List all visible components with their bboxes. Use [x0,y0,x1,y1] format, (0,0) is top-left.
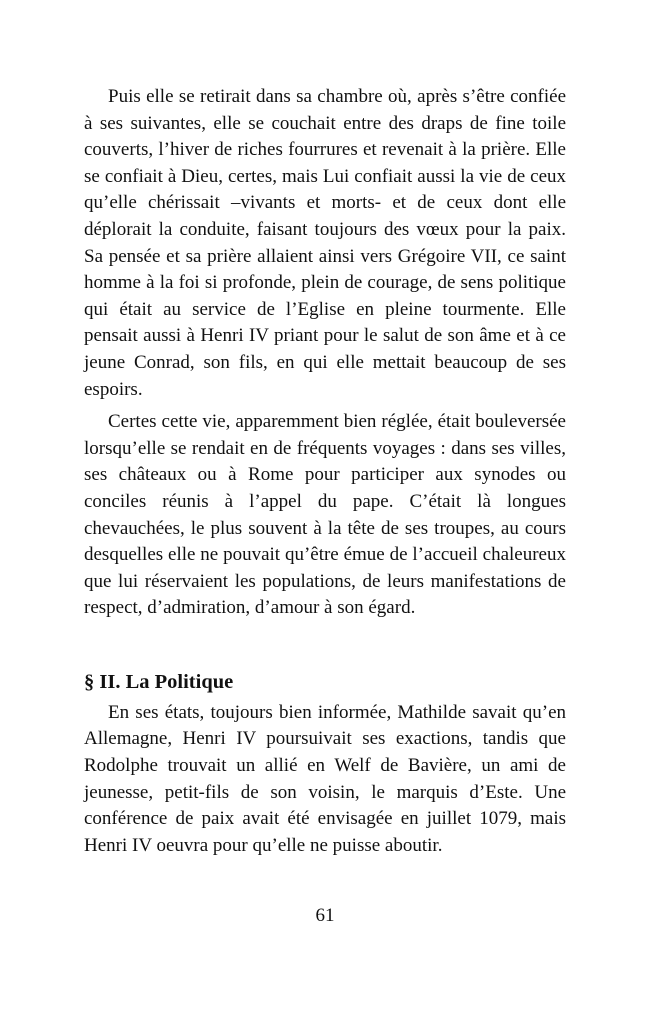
body-paragraph: Certes cette vie, apparemment bien réglée, était bouleversée lorsqu’elle se rendait en de fréquents voyages : dans ses villes, ses châteaux ou à Rome pour participer aux synodes ou conciles réunis à l’appel du pape. C’était là longues chevauchées, le plus souvent à la tête de ses troupes, au cours desquelles elle ne pouvait qu’être émue de l’accueil chaleureux que lui réservaient les populations, de leurs manifestations de respect, d’admiration, d’amour à son égard. [84,411,566,619]
page-number: 61 [315,905,335,926]
body-paragraph: En ses états, toujours bien informée, Mathilde savait qu’en Allemagne, Henri IV poursuivait ses exactions, tandis que Rodolphe trouvait un allié en Welf de Bavière, un ami de jeunesse, petit-fils de son voisin, le marquis d’Este. Une conférence de paix avait été envisagée en juillet 1079, mais Henri IV oeuvra pour qu’elle ne puisse aboutir. [84,701,566,856]
section-heading: § II. La Politique [84,670,234,693]
page-body [84,84,566,859]
body-paragraph: Puis elle se retirait dans sa chambre où, après s’être confiée à ses suivantes, elle se couchait entre des draps de fine toile couverts, l’hiver de riches fourrures et revenait à la prière. Elle se confiait à Dieu, certes, mais Lui confiait aussi la vie de ceux qu’elle chérissait –vivants et morts- et de ceux dont elle déplorait la conduite, faisant toujours des vœux pour la paix. Sa pensée et sa prière allaient ainsi vers Grégoire VII, ce saint homme à la foi si profonde, plein de courage, de sens politique qui était au service de l’Eglise en pleine tourmente. Elle pensait aussi à Henri IV priant pour le salut de son âme et à ce jeune Conrad, son fils, en qui elle mettait beaucoup de ses espoirs. [84,86,566,400]
